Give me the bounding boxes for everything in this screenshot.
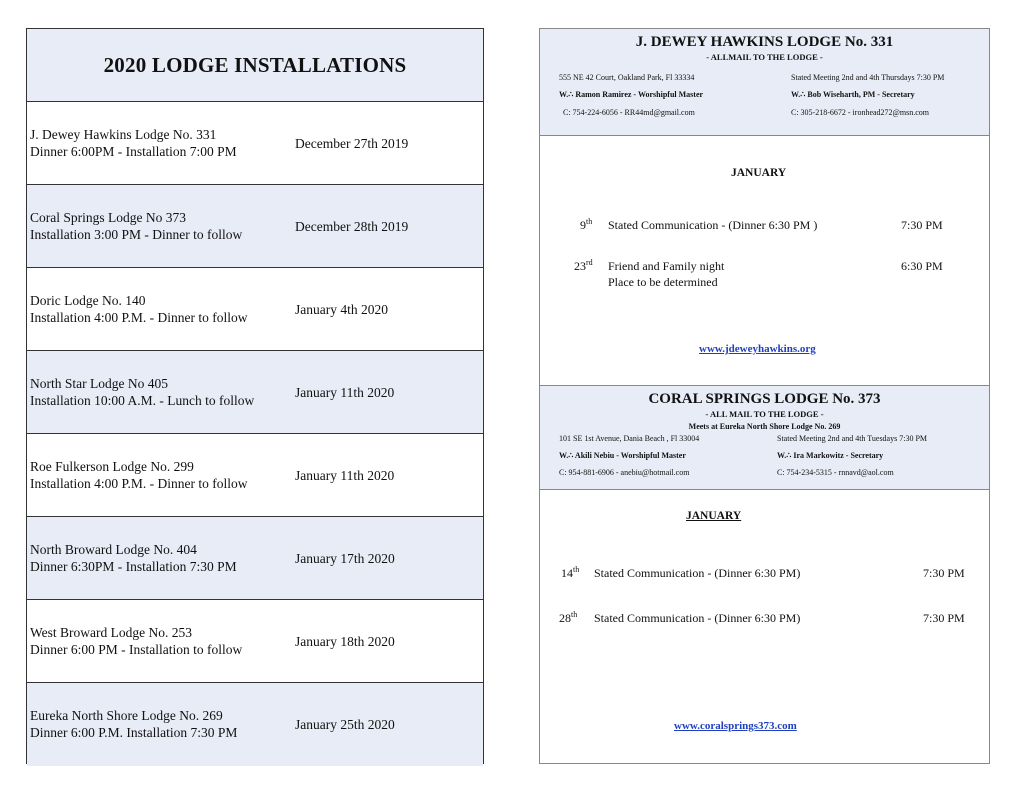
hawkins-address: 555 NE 42 Court, Oakland Park, Fl 33334 — [559, 73, 695, 82]
coral-master: W.∴ Akili Nebiu - Worshipful Master — [559, 451, 686, 460]
table-row — [27, 683, 483, 766]
lodge-schedule: Installation 4:00 P.M. - Dinner to follow — [30, 310, 248, 325]
hawkins-secretary-contact: C: 305-218-6672 - ironhead272@msn.com — [791, 108, 930, 117]
hawkins-master-contact: C: 754-224-6056 - RR44md@gmail.com — [563, 108, 695, 117]
lodge-name: Eureka North Shore Lodge No. 269 — [30, 708, 223, 723]
installations-title: 2020 LODGE INSTALLATIONS — [27, 29, 483, 102]
installation-date: December 28th 2019 — [295, 219, 409, 234]
event-day: 23rd — [574, 258, 593, 273]
event-time: 6:30 PM — [901, 259, 943, 273]
lodge-schedule: Dinner 6:00 P.M. Installation 7:30 PM — [30, 725, 238, 740]
event-time: 7:30 PM — [923, 611, 965, 625]
lodge-name: West Broward Lodge No. 253 — [30, 625, 193, 640]
hawkins-master: W.∴ Ramon Ramirez - Worshipful Master — [559, 90, 704, 99]
lodge-schedule: Installation 10:00 A.M. - Lunch to follow — [30, 393, 255, 408]
coral-month: JANUARY — [686, 510, 742, 522]
lodge-schedule: Installation 3:00 PM - Dinner to follow — [30, 227, 243, 242]
event-time: 7:30 PM — [901, 218, 943, 232]
lodge-name: J. Dewey Hawkins Lodge No. 331 — [30, 127, 217, 142]
hawkins-meeting: Stated Meeting 2nd and 4th Thursdays 7:30 PM — [791, 73, 945, 82]
event-day: 9th — [580, 217, 593, 232]
coral-master-contact: C: 954-881-6906 - anebiu@hotmail.com — [559, 468, 690, 477]
hawkins-calendar — [540, 136, 989, 385]
lodge-name: North Star Lodge No 405 — [30, 376, 168, 391]
lodge-schedule: Dinner 6:00PM - Installation 7:00 PM — [30, 144, 237, 159]
installation-date: January 11th 2020 — [295, 468, 395, 483]
installation-date: January 11th 2020 — [295, 385, 395, 400]
table-row — [27, 434, 483, 517]
table-row — [27, 517, 483, 600]
coral-header — [540, 385, 989, 490]
hawkins-lodge-name: J. DEWEY HAWKINS LODGE No. 331 — [635, 34, 894, 50]
coral-secretary: W.∴ Ira Markowitz - Secretary — [777, 451, 884, 460]
coral-calendar — [540, 490, 989, 762]
event-day: 28th — [559, 610, 578, 625]
event-location: Place to be determined — [608, 275, 718, 289]
event-day: 14th — [561, 565, 580, 580]
lodge-schedule: Dinner 6:00 PM - Installation to follow — [30, 642, 243, 657]
lodge-name: North Broward Lodge No. 404 — [30, 542, 197, 557]
event-description: Stated Communication - (Dinner 6:30 PM ) — [608, 218, 818, 232]
hawkins-month: JANUARY — [731, 167, 787, 179]
table-row — [27, 600, 483, 683]
event-description: Stated Communication - (Dinner 6:30 PM) — [594, 611, 801, 625]
installation-date: January 17th 2020 — [295, 551, 395, 566]
coral-meeting: Stated Meeting 2nd and 4th Tuesdays 7:30 PM — [777, 434, 928, 443]
installation-date: December 27th 2019 — [295, 136, 409, 151]
table-row — [27, 102, 483, 185]
hawkins-secretary: W.∴ Bob Wiseharth, PM - Secretary — [791, 90, 915, 99]
coral-meeting-place: Meets at Eureka North Shore Lodge No. 269 — [688, 422, 841, 431]
hawkins-mail-note: - ALLMAIL TO THE LODGE - — [706, 52, 823, 62]
lodge-schedule: Installation 4:00 P.M. - Dinner to follow — [30, 476, 248, 491]
table-row — [27, 351, 483, 434]
lodge-name: Roe Fulkerson Lodge No. 299 — [30, 459, 194, 474]
hawkins-header — [540, 29, 989, 136]
installation-date: January 25th 2020 — [295, 717, 395, 732]
coral-website-link[interactable]: www.coralsprings373.com — [674, 720, 797, 732]
coral-mail-note: - ALL MAIL TO THE LODGE - — [705, 409, 824, 419]
event-description: Friend and Family night — [608, 259, 725, 273]
coral-lodge-name: CORAL SPRINGS LODGE No. 373 — [648, 391, 881, 407]
lodge-schedule: Dinner 6:30PM - Installation 7:30 PM — [30, 559, 237, 574]
table-row — [27, 268, 483, 351]
event-time: 7:30 PM — [923, 566, 965, 580]
lodge-calendar-panel — [539, 28, 990, 764]
event-description: Stated Communication - (Dinner 6:30 PM) — [594, 566, 801, 580]
hawkins-website-link[interactable]: www.jdeweyhawkins.org — [699, 343, 816, 355]
installation-date: January 4th 2020 — [295, 302, 388, 317]
lodge-name: Coral Springs Lodge No 373 — [30, 210, 186, 225]
lodge-name: Doric Lodge No. 140 — [30, 293, 146, 308]
installation-date: January 18th 2020 — [295, 634, 395, 649]
installations-table — [26, 28, 484, 764]
coral-address: 101 SE 1st Avenue, Dania Beach , Fl 33004 — [559, 434, 700, 443]
coral-secretary-contact: C: 754-234-5315 - rnnavd@aol.com — [777, 468, 894, 477]
table-row — [27, 185, 483, 268]
